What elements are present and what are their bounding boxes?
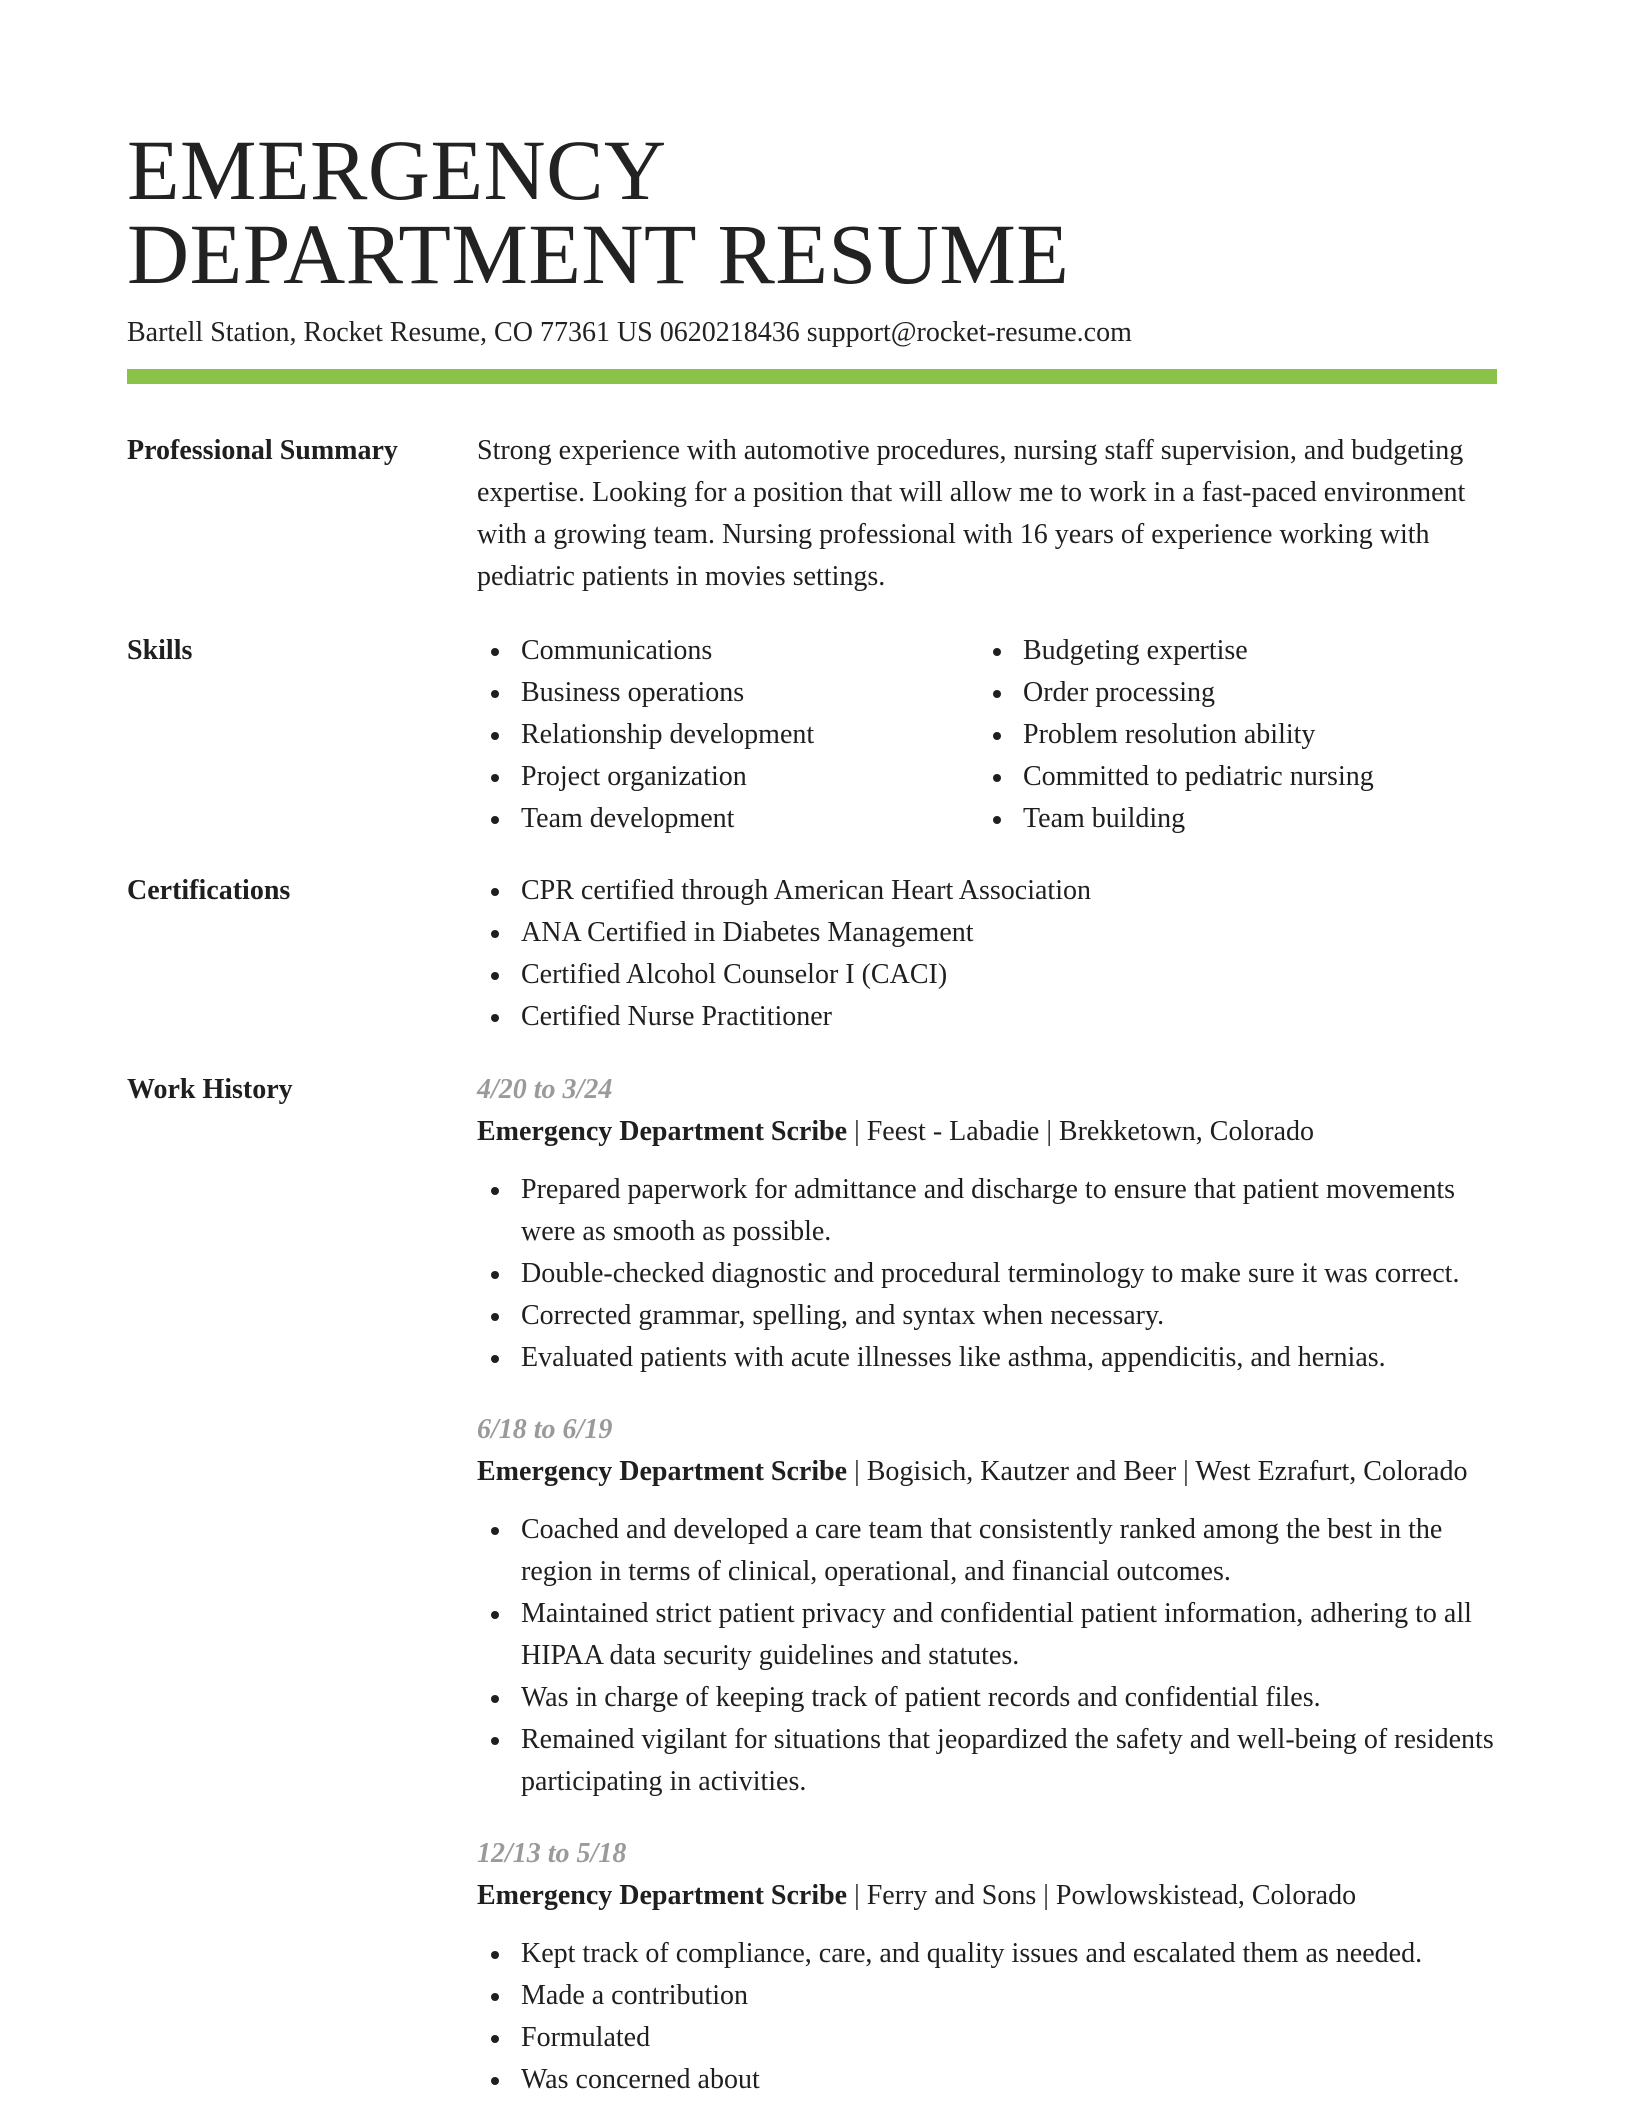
skills-column-left [477, 630, 979, 840]
job-dates: 4/20 to 3/24 [477, 1074, 613, 1105]
job-dates: 6/18 to 6/19 [477, 1414, 613, 1445]
job-duty: Was concerned about [477, 2059, 1497, 2101]
certification-item: Certified Alcohol Counselor I (CACI) [477, 954, 1497, 996]
header-divider [127, 369, 1497, 384]
skill-item: Problem resolution ability [979, 714, 1481, 756]
job-duty: Was in charge of keeping track of patient records and confidential files. [477, 1677, 1497, 1719]
job-duty: Formulated [477, 2017, 1497, 2059]
certification-item: ANA Certified in Diabetes Management [477, 912, 1497, 954]
job-title: Emergency Department Scribe [477, 1456, 848, 1487]
job-duty: Corrected grammar, spelling, and syntax when necessary. [477, 1295, 1497, 1337]
skill-item: Business operations [477, 672, 979, 714]
title-line-1: EMERGENCY [127, 122, 667, 218]
skill-item: Order processing [979, 672, 1481, 714]
job-title: Emergency Department Scribe [477, 1880, 848, 1911]
work-history-list [477, 1069, 1497, 2112]
job-duty: Evaluated patients with acute illnesses like asthma, appendicitis, and hernias. [477, 1337, 1497, 1379]
job-duty: Maintained strict patient privacy and confidential patient information, adhering to all HIPAA data security guidelines and statutes. [477, 1593, 1497, 1677]
job-heading [477, 1875, 1497, 1917]
skill-item: Team building [979, 798, 1481, 840]
skills-list [477, 630, 1497, 840]
job-entry [477, 1069, 1497, 1379]
job-duty: Prepared paperwork for admittance and discharge to ensure that patient movements were as smooth as possible. [477, 1169, 1497, 1253]
job-employer-location: | Bogisich, Kautzer and Beer | West Ezrafurt, Colorado [847, 1456, 1468, 1487]
job-duty: Coached and developed a care team that consistently ranked among the best in the region in terms of clinical, operational, and financial outcomes. [477, 1509, 1497, 1593]
title-line-2: DEPARTMENT RESUME [127, 206, 1070, 302]
skill-item: Committed to pediatric nursing [979, 756, 1481, 798]
resume-title [127, 122, 1527, 302]
skill-item: Budgeting expertise [979, 630, 1481, 672]
skills-column-right [979, 630, 1481, 840]
contact-info: Bartell Station, Rocket Resume, CO 77361 US 0620218436 support@rocket-resume.com [127, 317, 1132, 348]
job-entry [477, 1409, 1497, 1803]
job-heading [477, 1111, 1497, 1153]
job-duty: Double-checked diagnostic and procedural terminology to make sure it was correct. [477, 1253, 1497, 1295]
job-dates: 12/13 to 5/18 [477, 1838, 627, 1869]
summary-text: Strong experience with automotive procedures, nursing staff supervision, and budgeting expertise. Looking for a position that will allow me to work in a fast-paced environment with a growing team. Nursing professional with 16 years of experience working with pediatric patients in movies settings. [477, 435, 1466, 592]
job-employer-location: | Ferry and Sons | Powlowskistead, Colorado [847, 1880, 1357, 1911]
certification-item: CPR certified through American Heart Association [477, 870, 1497, 912]
skill-item: Communications [477, 630, 979, 672]
skill-item: Relationship development [477, 714, 979, 756]
skill-item: Project organization [477, 756, 979, 798]
job-duty: Kept track of compliance, care, and quality issues and escalated them as needed. [477, 1933, 1497, 1975]
job-employer-location: | Feest - Labadie | Brekketown, Colorado [847, 1116, 1314, 1147]
skills-label: Skills [127, 635, 193, 666]
job-duties [477, 1509, 1497, 1803]
job-duties [477, 1169, 1497, 1379]
job-duty: Remained vigilant for situations that jeopardized the safety and well-being of residents participating in activities. [477, 1719, 1497, 1803]
certifications-list [477, 870, 1497, 1038]
job-title: Emergency Department Scribe [477, 1116, 848, 1147]
skill-item: Team development [477, 798, 979, 840]
job-duties [477, 1933, 1497, 2101]
job-heading [477, 1451, 1497, 1493]
work-history-label: Work History [127, 1074, 293, 1105]
summary-label: Professional Summary [127, 435, 398, 466]
certification-item: Certified Nurse Practitioner [477, 996, 1497, 1038]
job-duty: Made a contribution [477, 1975, 1497, 2017]
job-entry [477, 1833, 1497, 2101]
certifications-label: Certifications [127, 875, 291, 906]
